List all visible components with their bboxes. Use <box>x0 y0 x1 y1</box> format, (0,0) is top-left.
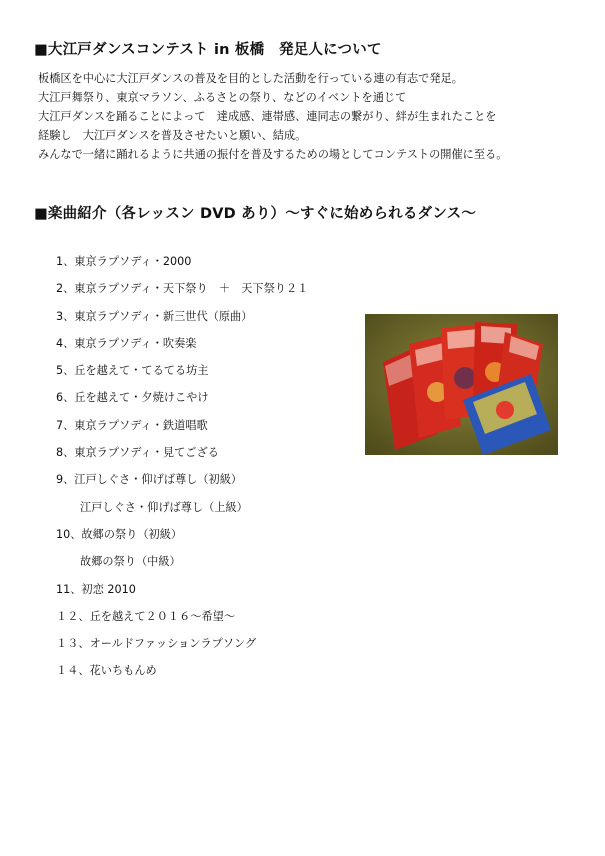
song-item: 11、初恋 2010 <box>56 582 136 596</box>
song-item: 10、故郷の祭り（初級） <box>56 527 183 541</box>
song-list <box>56 253 308 690</box>
song-item: 8、東京ラプソディ・見てござる <box>56 446 219 460</box>
song-item: １２、丘を越えて２０１６～希望～ <box>56 609 236 623</box>
song-item: 故郷の祭り（中級） <box>80 555 181 569</box>
song-item: 4、東京ラプソディ・吹奏楽 <box>56 336 197 350</box>
song-item: １４、花いちもんめ <box>56 664 157 678</box>
song-item: 9、江戸しぐさ・仰げば尊し（初級） <box>56 473 243 487</box>
dvd-cases-illustration <box>365 314 558 455</box>
founders-paragraph <box>38 69 507 164</box>
dvd-cases-photo <box>365 314 558 455</box>
song-item: 1、東京ラプソディ・2000 <box>56 255 192 268</box>
song-item: 6、丘を越えて・夕焼けこやけ <box>56 391 209 405</box>
song-item: １３、オールドファッションラプソング <box>56 637 257 651</box>
song-item: 7、東京ラプソディ・鉄道唱歌 <box>56 418 208 432</box>
paragraph-line: 大江戸舞祭り、東京マラソン、ふるさとの祭り、などのイベントを通じて <box>38 91 407 104</box>
section-heading-founders: ■大江戸ダンスコンテスト in 板橋 発足人について <box>34 42 382 58</box>
paragraph-line: 板橋区を中心に大江戸ダンスの普及を目的とした活動を行っている連の有志で発足。 <box>38 72 463 85</box>
paragraph-line: みんなで一緒に踊れるように共通の振付を普及するための場としてコンテストの開催に至る。 <box>38 148 508 161</box>
song-item: 5、丘を越えて・てるてる坊主 <box>56 364 209 378</box>
song-item: 江戸しぐさ・仰げば尊し（上級） <box>80 500 248 514</box>
section-heading-songs: ■楽曲紹介（各レッスン DVD あり）～すぐに始められるダンス～ <box>34 206 477 222</box>
paragraph-line: 経験し 大江戸ダンスを普及させたいと願い、結成。 <box>38 129 307 142</box>
paragraph-line: 大江戸ダンスを踊ることによって 達成感、連帯感、連同志の繋がり、絆が生まれたことを <box>38 110 497 123</box>
song-item: 2、東京ラプソディ・天下祭り ＋ 天下祭り２１ <box>56 282 309 296</box>
song-item: 3、東京ラプソディ・新三世代（原曲） <box>56 309 253 323</box>
